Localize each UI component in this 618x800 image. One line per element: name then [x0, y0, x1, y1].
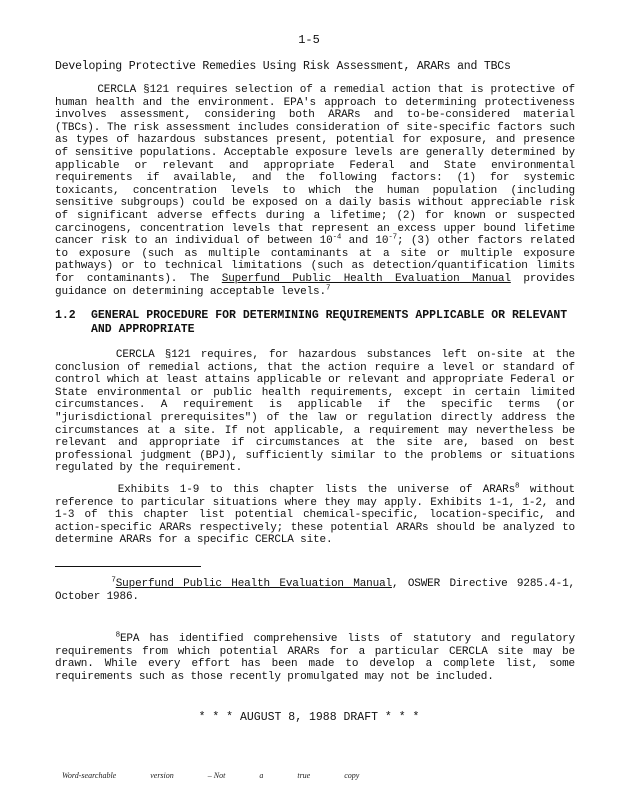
section-title: GENERAL PROCEDURE FOR DETERMINING REQUIREMENTS APPLICABLE OR RELEVANT AND APPROPRIATE	[91, 309, 568, 336]
footnote-8-text: EPA has identified comprehensive lists of statutory and regulatory requirements from which potential ARARs for a particular CERCLA site may be drawn. While every effort has been made to develop a complete list, some requirements such as those recently promulgated may not be included.	[55, 633, 575, 683]
paragraph-protective-remedies	[55, 84, 575, 298]
footnote-ref-7: 7	[325, 283, 331, 292]
footnote-7-title: Superfund Public Health Evaluation Manual	[115, 578, 392, 590]
footer-watermark	[62, 771, 391, 780]
footer-word-2: – Not	[207, 771, 226, 780]
para3-text-b: without reference to particular situations where they may apply. Exhibits 1-1, 1-2, and 1-3 of this chapter list potential chemical-specific, location-specific, and action-specific ARARs respectively; these potential ARARs should be analyzed to determine ARARs for a specific CERCLA site.	[55, 484, 576, 547]
section-heading	[55, 309, 575, 337]
footer-word-0: Word-searchable	[62, 771, 117, 780]
section-number: 1.2	[55, 309, 76, 322]
exponent-2: -7	[388, 233, 398, 242]
para1-tail: provides guidance on determining acceptable levels.	[55, 272, 576, 298]
para2-text: CERCLA §121 requires, for hazardous substances left on-site at the conclusion of remedial actions, that the action require a level or standard of control which at least attains applicable or relevant and appropriate Federal or State environmental or public health requirements, except in certain limited circumstances. A requirement is applicable if the specific terms (or "jurisdictional prerequisites") of the law or regulation directly address the circumstances at a site. If not applicable, a requirement may nevertheless be relevant and appropriate if circumstances at the site are, based on best professional judgment (BPJ), sufficiently similar to the problems or situations regulated by the requirement.	[55, 349, 575, 475]
footer-word-3: a	[259, 771, 264, 780]
para3-text-a: Exhibits 1-9 to this chapter lists the universe of ARARs	[117, 484, 516, 496]
footer-word-1: version	[150, 771, 174, 780]
para1-text: CERCLA §121 requires selection of a remedial action that is protective of human health and the environment. EPA's approach to determining protectiveness involves assessment, considering both ARARs and to-be-considered material (TBCs). The risk assessment includes consideration of site-specific factors such as types of hazardous substances present, potential for exposure, and presence of sensitive populations. Acceptable exposure levels are generally determined by applicable or relevant and appropriate Federal and State environmental requirements if available, and the following factors: (1) for systemic toxicants, concentration levels to which the human population (including sensitive subgroups) could be exposed on a daily basis without appreciable risk of significant adverse effects during a lifetime; (2) for known or suspected carcinogens, concentration levels that represent an excess upper bound lifetime cancer risk to an individual of between 10	[55, 84, 575, 248]
footnote-7-rest: , OSWER Directive 9285.4-1, October 1986.	[55, 578, 575, 603]
draft-date-line: * * * AUGUST 8, 1988 DRAFT * * *	[198, 711, 420, 724]
para1-end: ; (3) other factors related to exposure (such as multiple contaminants at a site or multiple exposure pathways) or to technical limitations (such as detection/quantification limits for contaminants). The	[55, 235, 575, 285]
footnote-ref-8: 8	[515, 482, 520, 491]
footer-word-5: copy	[344, 771, 360, 780]
manual-title: Superfund Public Health Evaluation Manual	[221, 272, 511, 285]
footnote-7-number: 7	[111, 576, 116, 585]
footnote-divider	[55, 566, 201, 567]
footer-word-4: true	[297, 771, 311, 780]
document-heading: Developing Protective Remedies Using Risk Assessment, ARARs and TBCs	[55, 60, 511, 73]
paragraph-exhibits	[55, 484, 575, 547]
footnote-8	[55, 633, 575, 683]
footnote-8-number: 8	[115, 631, 120, 640]
paragraph-cercla-requirements	[55, 349, 575, 475]
footnote-7	[55, 578, 575, 603]
exponent-1: -4	[332, 233, 342, 242]
para1-mid: and 10	[341, 235, 389, 248]
page-number: 1-5	[298, 33, 320, 47]
